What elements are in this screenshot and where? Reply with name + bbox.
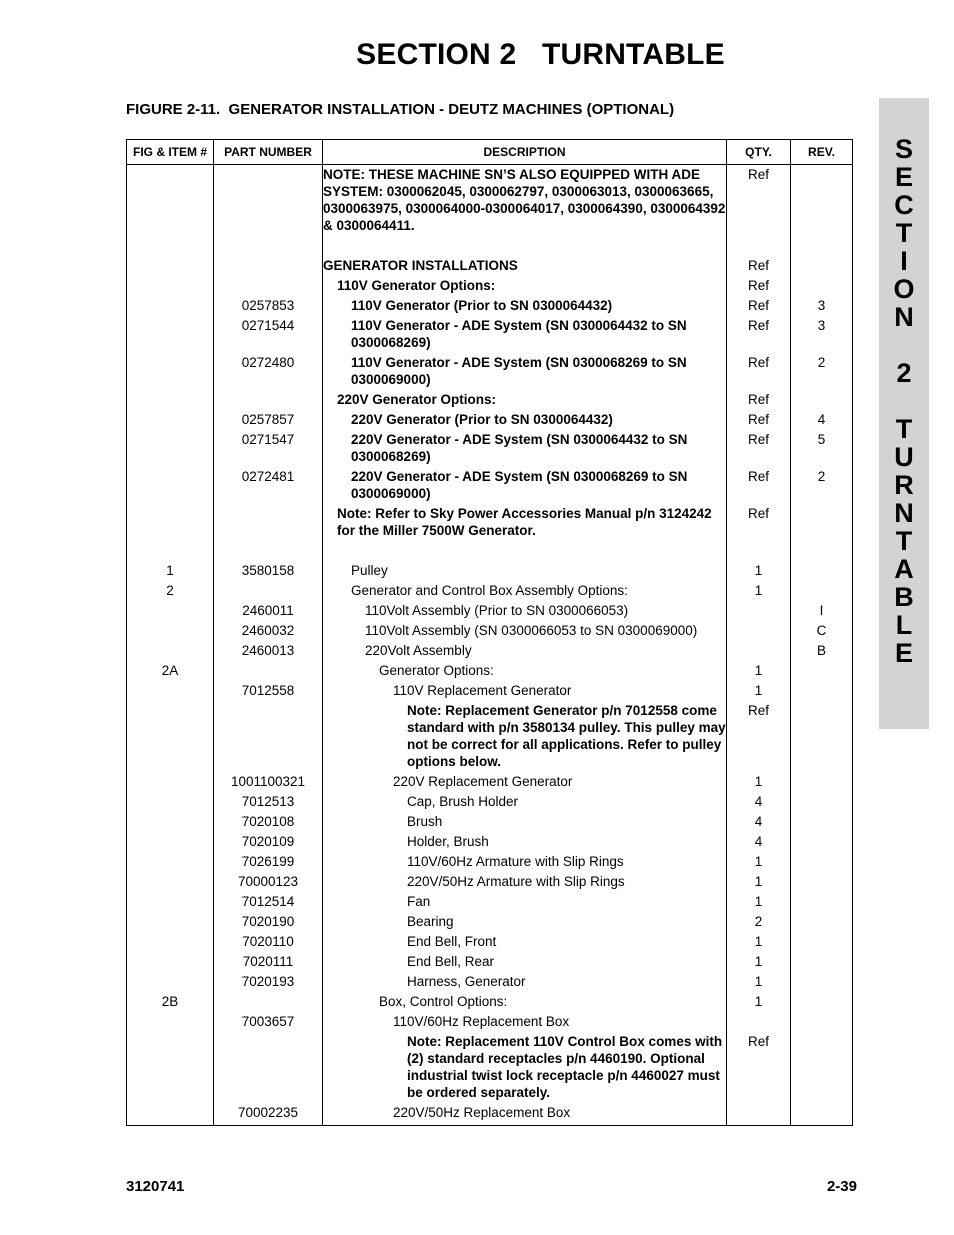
part-number-cell: 0272480 — [214, 351, 323, 388]
rev-cell — [791, 1101, 853, 1126]
qty-cell: 1 — [727, 990, 791, 1010]
fig-item-cell — [127, 950, 214, 970]
qty-cell: 2 — [727, 910, 791, 930]
qty-cell: Ref — [727, 1030, 791, 1101]
part-number-cell: 7020190 — [214, 910, 323, 930]
fig-item-cell — [127, 351, 214, 388]
fig-item-cell: 1 — [127, 539, 214, 579]
table-row — [127, 970, 853, 990]
description-cell: Bearing — [407, 914, 454, 929]
fig-item-cell — [127, 619, 214, 639]
column-header-fig-item: FIG & ITEM # — [127, 140, 214, 165]
part-number-cell: 0271547 — [214, 428, 323, 465]
table-row — [127, 465, 853, 502]
qty-cell: Ref — [727, 428, 791, 465]
qty-cell — [727, 599, 791, 619]
qty-cell: 1 — [727, 850, 791, 870]
table-row — [127, 1101, 853, 1126]
part-number-cell — [214, 1030, 323, 1101]
table-row — [127, 950, 853, 970]
table-row — [127, 428, 853, 465]
rev-cell — [791, 990, 853, 1010]
column-header-rev: REV. — [791, 140, 853, 165]
table-row — [127, 770, 853, 790]
rev-cell — [791, 388, 853, 408]
part-number-cell: 0257853 — [214, 294, 323, 314]
rev-cell — [791, 950, 853, 970]
side-tab-letter: R — [894, 470, 914, 500]
description-cell: End Bell, Front — [407, 934, 497, 949]
qty-cell: Ref — [727, 351, 791, 388]
rev-cell — [791, 850, 853, 870]
table-row — [127, 870, 853, 890]
rev-cell — [791, 790, 853, 810]
side-tab-letter: O — [893, 274, 915, 304]
fig-item-cell — [127, 234, 214, 274]
part-number-cell: 7020193 — [214, 970, 323, 990]
qty-cell: Ref — [727, 165, 791, 235]
side-tab-letter: N — [894, 302, 914, 332]
description-cell: 110V/60Hz Armature with Slip Rings — [407, 854, 624, 869]
rev-cell: 3 — [791, 294, 853, 314]
fig-item-cell: 2B — [127, 990, 214, 1010]
rev-cell: 4 — [791, 408, 853, 428]
side-tab-letter: U — [894, 442, 914, 472]
part-number-cell — [214, 502, 323, 539]
description-cell: 110Volt Assembly (SN 0300066053 to SN 0300069000) — [365, 623, 698, 638]
fig-item-cell: 2A — [127, 659, 214, 679]
qty-cell: Ref — [727, 294, 791, 314]
rev-cell: B — [791, 639, 853, 659]
description-cell: End Bell, Rear — [407, 954, 495, 969]
rev-cell: C — [791, 619, 853, 639]
table-row — [127, 890, 853, 910]
qty-cell: Ref — [727, 699, 791, 770]
fig-item-cell — [127, 599, 214, 619]
part-number-cell: 70002235 — [214, 1101, 323, 1126]
fig-item-cell — [127, 274, 214, 294]
side-tab-letter: N — [894, 498, 914, 528]
fig-item-cell — [127, 165, 214, 235]
description-cell: Note: Refer to Sky Power Accessories Manual p/n 3124242 for the Miller 7500W Generator. — [337, 506, 712, 538]
qty-cell: Ref — [727, 502, 791, 539]
qty-cell: 1 — [727, 579, 791, 599]
description-cell: Holder, Brush — [407, 834, 489, 849]
description-cell: GENERATOR INSTALLATIONS — [323, 234, 727, 274]
qty-cell — [727, 1010, 791, 1030]
description-cell: 220V/50Hz Armature with Slip Rings — [407, 874, 625, 889]
part-number-cell — [214, 165, 323, 235]
qty-cell — [727, 1101, 791, 1126]
part-number-cell: 7020111 — [214, 950, 323, 970]
description-cell: 110V/60Hz Replacement Box — [393, 1014, 570, 1029]
rev-cell — [791, 770, 853, 790]
description-cell: 220V Generator - ADE System (SN 0300064432 to SN 0300068269) — [351, 432, 688, 464]
part-number-cell: 0257857 — [214, 408, 323, 428]
rev-cell — [791, 870, 853, 890]
description-cell: 220V Replacement Generator — [393, 774, 573, 789]
description-cell: Cap, Brush Holder — [407, 794, 519, 809]
part-number-cell: 7020109 — [214, 830, 323, 850]
fig-item-cell — [127, 502, 214, 539]
rev-cell — [791, 679, 853, 699]
side-tab-letter: 2 — [896, 358, 912, 388]
qty-cell: 1 — [727, 870, 791, 890]
part-number-cell: 70000123 — [214, 870, 323, 890]
fig-item-cell — [127, 790, 214, 810]
description-cell: Generator Options: — [379, 663, 494, 678]
rev-cell — [791, 699, 853, 770]
description-cell: Note: Replacement 110V Control Box comes with (2) standard receptacles p/n 4460190. Optional industrial twist lock receptacle p/n 4460027 must be ordered separately. — [407, 1034, 723, 1100]
part-number-cell — [214, 388, 323, 408]
table-row — [127, 639, 853, 659]
description-cell: Harness, Generator — [407, 974, 526, 989]
rev-cell — [791, 659, 853, 679]
side-tab-letter: E — [894, 162, 913, 192]
part-number-cell: 7020108 — [214, 810, 323, 830]
part-number-cell: 7020110 — [214, 930, 323, 950]
qty-cell — [727, 619, 791, 639]
fig-item-cell — [127, 294, 214, 314]
fig-item-cell — [127, 910, 214, 930]
description-cell: NOTE: THESE MACHINE SN’S ALSO EQUIPPED WITH ADE SYSTEM: 0300062045, 0300062797, 0300063013, 0300063665, 0300063975, 0300064000-0300064017, 0300064390, 0300064392 & 0300064411. — [323, 165, 727, 235]
side-tab-letter: A — [894, 554, 914, 584]
rev-cell — [791, 910, 853, 930]
table-row — [127, 659, 853, 679]
section-title: SECTION 2 TURNTABLE — [356, 38, 725, 71]
fig-item-cell — [127, 1010, 214, 1030]
side-tab-letter: C — [894, 190, 914, 220]
rev-cell — [791, 930, 853, 950]
part-number-cell: 7012558 — [214, 679, 323, 699]
table-row — [127, 990, 853, 1010]
qty-cell: 1 — [727, 770, 791, 790]
description-cell: 220V Generator - ADE System (SN 0300068269 to SN 0300069000) — [351, 469, 688, 501]
part-number-cell: 0271544 — [214, 314, 323, 351]
rev-cell — [791, 890, 853, 910]
part-number-cell — [214, 990, 323, 1010]
fig-item-cell — [127, 870, 214, 890]
qty-cell: Ref — [727, 274, 791, 294]
rev-cell — [791, 274, 853, 294]
table-row — [127, 679, 853, 699]
rev-cell: 2 — [791, 465, 853, 502]
table-row — [127, 699, 853, 770]
fig-item-cell — [127, 639, 214, 659]
side-tab-letter: E — [894, 638, 913, 668]
table-row — [127, 502, 853, 539]
table-row — [127, 910, 853, 930]
qty-cell: 4 — [727, 830, 791, 850]
description-cell: 110V Generator - ADE System (SN 0300068269 to SN 0300069000) — [351, 355, 687, 387]
description-cell: Note: Replacement Generator p/n 7012558 come standard with p/n 3580134 pulley. This pulley may not be correct for all applications. Refer to pulley options below. — [407, 703, 726, 769]
description-cell: 110V Generator (Prior to SN 0300064432) — [351, 298, 613, 313]
table-row — [127, 539, 853, 579]
parts-table — [126, 139, 853, 1126]
qty-cell: 1 — [727, 970, 791, 990]
table-row — [127, 314, 853, 351]
qty-cell: Ref — [727, 234, 791, 274]
column-header-part-number: PART NUMBER — [214, 140, 323, 165]
qty-cell: Ref — [727, 388, 791, 408]
description-cell: 220V Generator Options: — [337, 392, 497, 407]
part-number-cell: 7003657 — [214, 1010, 323, 1030]
fig-item-cell — [127, 930, 214, 950]
fig-item-cell: 2 — [127, 579, 214, 599]
fig-item-cell — [127, 408, 214, 428]
table-row — [127, 619, 853, 639]
side-tab-letter: T — [895, 414, 913, 444]
table-row — [127, 294, 853, 314]
table-header-row — [127, 140, 853, 165]
description-cell: 110V Generator - ADE System (SN 0300064432 to SN 0300068269) — [351, 318, 687, 350]
qty-cell: 1 — [727, 890, 791, 910]
fig-item-cell — [127, 388, 214, 408]
fig-item-cell — [127, 890, 214, 910]
part-number-cell: 7012513 — [214, 790, 323, 810]
qty-cell: 1 — [727, 659, 791, 679]
side-tab-letter: L — [895, 610, 913, 640]
description-cell: 220Volt Assembly — [365, 643, 472, 658]
part-number-cell — [214, 699, 323, 770]
figure-title: FIGURE 2-11. GENERATOR INSTALLATION - DEUTZ MACHINES (OPTIONAL) — [126, 101, 675, 118]
page-number: 2-39 — [826, 1178, 857, 1195]
table-row — [127, 830, 853, 850]
qty-cell: 1 — [727, 679, 791, 699]
table-row — [127, 599, 853, 619]
part-number-cell: 7012514 — [214, 890, 323, 910]
fig-item-cell — [127, 970, 214, 990]
table-row — [127, 579, 853, 599]
description-cell: 110V Replacement Generator — [393, 683, 572, 698]
rev-cell: 5 — [791, 428, 853, 465]
rev-cell — [791, 165, 853, 235]
rev-cell — [791, 579, 853, 599]
document-number: 3120741 — [126, 1178, 185, 1195]
part-number-cell: 0272481 — [214, 465, 323, 502]
qty-cell — [727, 639, 791, 659]
fig-item-cell — [127, 1030, 214, 1101]
part-number-cell — [214, 659, 323, 679]
rev-cell — [791, 1010, 853, 1030]
qty-cell: Ref — [727, 408, 791, 428]
column-header-qty: QTY. — [727, 140, 791, 165]
part-number-cell — [214, 579, 323, 599]
section-side-tab — [879, 98, 929, 729]
description-cell: 110Volt Assembly (Prior to SN 0300066053) — [365, 603, 629, 618]
description-cell: Box, Control Options: — [379, 994, 508, 1009]
fig-item-cell — [127, 830, 214, 850]
rev-cell — [791, 539, 853, 579]
fig-item-cell — [127, 428, 214, 465]
table-row — [127, 930, 853, 950]
side-tab-letter: T — [895, 526, 913, 556]
table-row — [127, 1010, 853, 1030]
table-row — [127, 790, 853, 810]
qty-cell: Ref — [727, 314, 791, 351]
column-header-description: DESCRIPTION — [323, 140, 727, 165]
rev-cell — [791, 234, 853, 274]
fig-item-cell — [127, 679, 214, 699]
table-row — [127, 165, 853, 235]
qty-cell: 1 — [727, 539, 791, 579]
table-row — [127, 408, 853, 428]
description-cell: Fan — [407, 894, 431, 909]
table-row — [127, 1030, 853, 1101]
table-row — [127, 850, 853, 870]
side-tab-letter: T — [895, 218, 913, 248]
description-cell: Pulley — [351, 563, 388, 578]
fig-item-cell — [127, 810, 214, 830]
fig-item-cell — [127, 314, 214, 351]
qty-cell: 1 — [727, 950, 791, 970]
fig-item-cell — [127, 770, 214, 790]
part-number-cell: 2460013 — [214, 639, 323, 659]
table-row — [127, 274, 853, 294]
side-tab-letter: I — [900, 246, 908, 276]
qty-cell: 4 — [727, 790, 791, 810]
qty-cell: Ref — [727, 465, 791, 502]
part-number-cell: 2460011 — [214, 599, 323, 619]
table-row — [127, 234, 853, 274]
fig-item-cell — [127, 1101, 214, 1126]
rev-cell: 3 — [791, 314, 853, 351]
side-tab-letter: S — [894, 134, 913, 164]
rev-cell — [791, 810, 853, 830]
table-row — [127, 351, 853, 388]
rev-cell — [791, 970, 853, 990]
part-number-cell: 2460032 — [214, 619, 323, 639]
rev-cell — [791, 502, 853, 539]
part-number-cell — [214, 234, 323, 274]
fig-item-cell — [127, 465, 214, 502]
part-number-cell — [214, 274, 323, 294]
rev-cell — [791, 1030, 853, 1101]
fig-item-cell — [127, 850, 214, 870]
table-row — [127, 388, 853, 408]
description-cell: 220V Generator (Prior to SN 0300064432) — [351, 412, 613, 427]
part-number-cell: 1001100321 — [214, 770, 323, 790]
fig-item-cell — [127, 699, 214, 770]
side-tab-letter: B — [894, 582, 914, 612]
description-cell: Generator and Control Box Assembly Options: — [351, 583, 628, 598]
rev-cell: 2 — [791, 351, 853, 388]
part-number-cell: 3580158 — [214, 539, 323, 579]
description-cell: 110V Generator Options: — [337, 278, 496, 293]
part-number-cell: 7026199 — [214, 850, 323, 870]
qty-cell: 4 — [727, 810, 791, 830]
description-cell: Brush — [407, 814, 443, 829]
description-cell: 220V/50Hz Replacement Box — [393, 1105, 571, 1120]
rev-cell — [791, 830, 853, 850]
qty-cell: 1 — [727, 930, 791, 950]
rev-cell: I — [791, 599, 853, 619]
table-row — [127, 810, 853, 830]
